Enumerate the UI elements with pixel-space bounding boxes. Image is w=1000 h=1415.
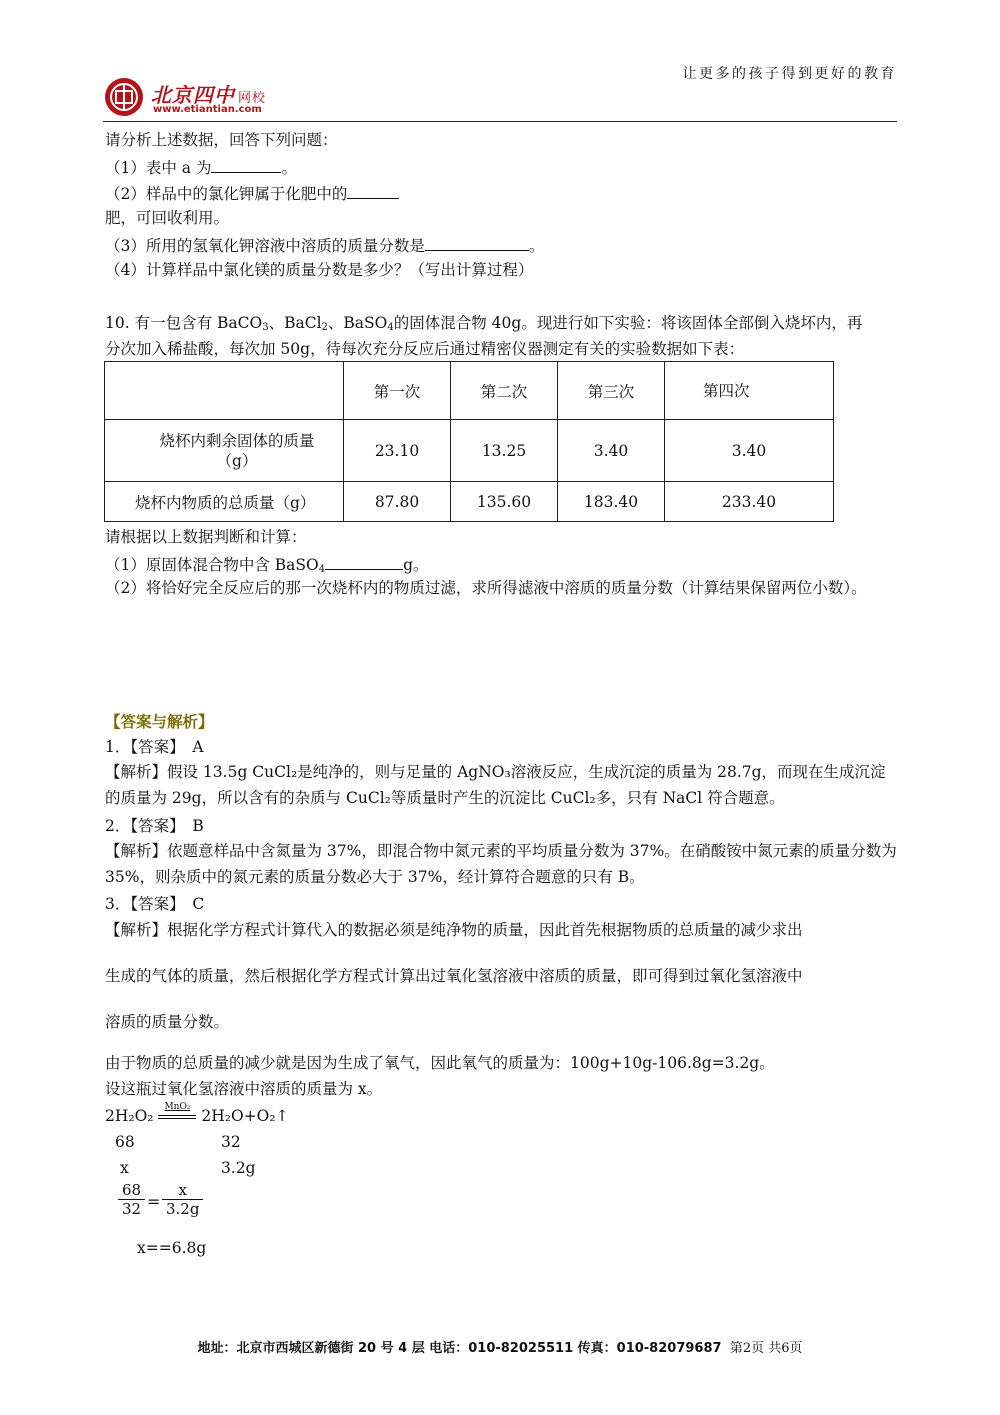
q9-intro: 请分析上述数据，回答下列问题： xyxy=(105,131,338,149)
answer-2-explanation: 【解析】依题意样品中含氮量为 37%，即混合物中氮元素的平均质量分数为 37%。在硝酸铵中氮元素的质量分数为 35%，则杂质中的氮元素的质量分数必大于 37%，经计算符合题意的只有 B。 xyxy=(105,842,897,886)
fraction-left: $\frac{68}{32}$ xyxy=(118,1181,145,1218)
equation-products: 2H₂O+O₂↑ xyxy=(201,1107,289,1125)
answer-3-line4: 由于物质的总质量的减少就是因为生成了氧气，因此氧气的质量为：100g+10g-106.8g=3.2g。 xyxy=(105,1054,775,1072)
table-header-cell: 第三次 xyxy=(558,362,665,420)
table-cell: 13.25 xyxy=(451,420,558,482)
answers-heading: 【答案与解析】 xyxy=(105,712,214,731)
q10-stem-line1: 10. 有一包含有 BaCO$_3$、BaCl$_2$、BaSO$_4$的固体混合物 40g。现进行如下实验：将该固体全部倒入烧坏内，再 xyxy=(105,314,863,333)
logo-url: www.etiantian.com xyxy=(153,104,262,115)
q9-part1: （1）表中 a 为 。 xyxy=(105,156,297,178)
table-row-label: 烧杯内剩余固体的质量（g） xyxy=(105,420,344,482)
q10-part1: （1）原固体混合物中含 BaSO$_4$ g。 xyxy=(105,553,429,575)
answer-2-label: 2．【答案】 B xyxy=(105,817,204,835)
table-row xyxy=(105,420,834,482)
answer-3-line1: 【解析】根据化学方程式计算代入的数据必须是纯净物的质量，因此首先根据物质的总质量的减少求出 xyxy=(105,921,803,939)
footer-page-number: 第2页 共6页 xyxy=(729,1341,803,1356)
school-logo xyxy=(103,76,303,118)
table-cell: 3.40 xyxy=(665,420,834,482)
header-divider xyxy=(103,121,897,122)
unknown-x: x xyxy=(120,1159,129,1177)
equation-catalyst: MnO₂ xyxy=(164,1102,191,1112)
answer-1-label: 1．【答案】 A xyxy=(105,738,204,756)
logo-name: 北京四中 网校 xyxy=(151,83,267,107)
table-cell: 135.60 xyxy=(451,482,558,522)
q9-part2: （2）样品中的氯化钾属于化肥中的 xyxy=(105,182,399,204)
q10-after-table: 请根据以上数据判断和计算： xyxy=(105,528,307,546)
fraction-right: $\frac{x}{3.2g}$ xyxy=(162,1181,203,1218)
table-header-cell xyxy=(105,362,344,420)
answer-blank xyxy=(325,553,403,570)
footer-address: 地址：北京市西城区新德街 20 号 4 层 电话：010-82025511 传真：010-82079687 xyxy=(197,1341,722,1356)
q9-part4: （4）计算样品中氯化镁的质量分数是多少？（写出计算过程） xyxy=(105,261,534,279)
answer-3-line3: 溶质的质量分数。 xyxy=(105,1013,230,1031)
table-cell: 183.40 xyxy=(558,482,665,522)
table-row xyxy=(105,482,834,522)
table-header-cell: 第四次 xyxy=(665,362,834,420)
result: x==6.8g xyxy=(137,1239,207,1257)
chemical-equation xyxy=(105,1102,289,1126)
molar-mass-o2: 32 xyxy=(221,1133,241,1151)
page-footer xyxy=(0,1337,1000,1356)
molar-mass-h2o2: 68 xyxy=(115,1133,135,1151)
table-header-cell: 第一次 xyxy=(344,362,451,420)
q10-part2: （2）将恰好完全反应后的那一次烧杯内的物质过滤，求所得滤液中溶质的质量分数（计算结果保留两位小数）。 xyxy=(105,579,867,597)
answer-3-line5: 设这瓶过氧化氢溶液中溶质的质量为 x。 xyxy=(105,1080,383,1098)
answer-3-label: 3．【答案】 C xyxy=(105,895,205,913)
header-slogan: 让更多的孩子得到更好的教育 xyxy=(682,66,897,82)
equation-arrow xyxy=(158,1102,196,1126)
answer-blank xyxy=(211,156,281,173)
q10-stem-line2: 分次加入稀盐酸，每次加 50g，待每次充分反应后通过精密仪器测定有关的实验数据如下表： xyxy=(105,340,745,358)
answer-1-explanation: 【解析】假设 13.5g CuCl₂是纯净的，则与足量的 AgNO₃溶液反应，生成沉淀的质量为 28.7g，而现在生成沉淀的质量为 29g，所以含有的杂质与 CuCl₂等质量时产生的沉淀比 CuCl₂多，只有 NaCl 符合题意。 xyxy=(105,763,886,807)
equation-reactant: 2H₂O₂ xyxy=(105,1107,154,1125)
table-header-cell: 第二次 xyxy=(451,362,558,420)
q9-part2-continued: 肥，可回收利用。 xyxy=(105,209,230,227)
q9-part3: （3）所用的氢氧化钾溶液中溶质的质量分数是 。 xyxy=(105,234,544,256)
table-header-row xyxy=(105,362,834,420)
q10-data-table xyxy=(104,361,834,522)
logo-emblem-icon xyxy=(103,76,147,118)
equals-sign: = xyxy=(147,1192,161,1211)
oxygen-mass: 3.2g xyxy=(221,1159,256,1177)
table-cell: 3.40 xyxy=(558,420,665,482)
answer-blank xyxy=(425,234,529,251)
table-cell: 23.10 xyxy=(344,420,451,482)
table-row-label: 烧杯内物质的总质量（g） xyxy=(105,482,344,522)
table-cell: 233.40 xyxy=(665,482,834,522)
answer-blank xyxy=(347,182,399,199)
table-cell: 87.80 xyxy=(344,482,451,522)
answer-3-line2: 生成的气体的质量，然后根据化学方程式计算出过氧化氢溶液中溶质的质量，即可得到过氧化氢溶液中 xyxy=(105,967,803,985)
